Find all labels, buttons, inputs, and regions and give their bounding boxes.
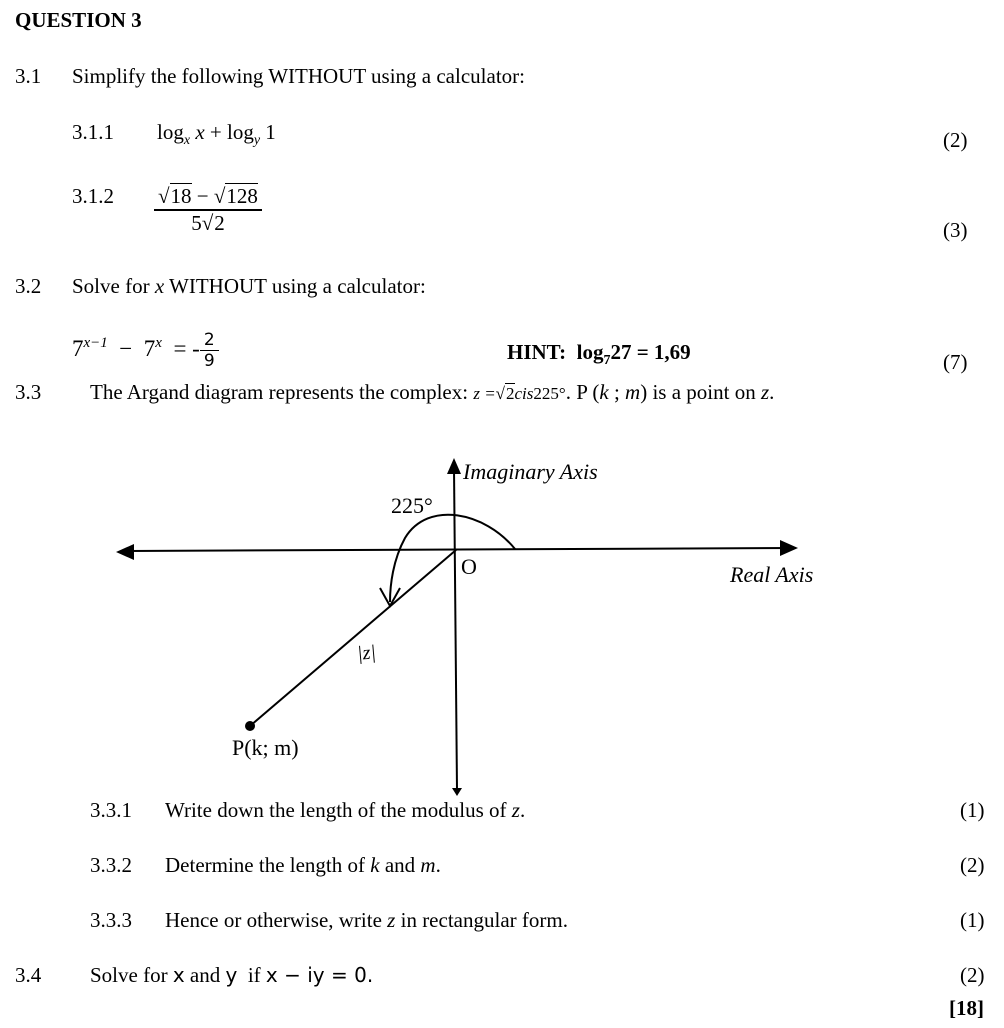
q3-3-1-number: 3.3.1 xyxy=(90,798,132,822)
minus-sign: − xyxy=(196,184,209,208)
log-arg-1: 1 xyxy=(265,120,276,144)
log-arg-x: x xyxy=(195,120,205,144)
point-p-label: P(k; m) xyxy=(232,735,299,760)
q3-1-2-marks: (3) xyxy=(943,218,968,242)
imaginary-axis-label: Imaginary Axis xyxy=(463,459,598,484)
q3-4-number: 3.4 xyxy=(15,963,42,987)
eq-base-1: 7 xyxy=(72,335,84,361)
q3-3-2-text-main: Determine the length of xyxy=(165,853,366,877)
origin-label: O xyxy=(461,554,477,579)
imaginary-axis-down-arrow-icon xyxy=(452,788,462,796)
imaginary-axis-line xyxy=(454,468,457,790)
modulus-label: |z| xyxy=(356,641,377,665)
denominator-coef: 5 xyxy=(191,211,202,235)
q3-3-1-text xyxy=(165,798,525,823)
q3-3-1-end: . xyxy=(519,798,526,822)
radicand-128: 128 xyxy=(226,184,258,208)
real-axis-label: Real Axis xyxy=(730,562,814,587)
real-axis-line xyxy=(128,548,796,551)
q3-3-2-end: . xyxy=(435,853,441,877)
z-angle: 225° xyxy=(533,384,566,403)
hint-rest: 27 = 1,69 xyxy=(610,340,691,364)
q3-1-1-number: 3.1.1 xyxy=(72,120,114,144)
radicand-18: 18 xyxy=(170,184,192,208)
log-text: log xyxy=(157,120,184,144)
q3-3-3-text xyxy=(165,908,568,933)
plus-sign: + xyxy=(209,120,222,144)
eq-exp-1: x−1 xyxy=(83,334,108,351)
q3-3-2-var-k: k xyxy=(370,853,380,877)
denominator-radicand: 2 xyxy=(214,211,225,235)
q3-1-number: 3.1 xyxy=(15,64,42,88)
eq-minus: − xyxy=(119,335,133,361)
log-base-x: x xyxy=(183,133,191,148)
q3-3-3-number: 3.3.3 xyxy=(90,908,132,932)
z-equals: z = xyxy=(473,384,496,403)
point-p-dot xyxy=(245,721,255,731)
q3-3-1-marks: (1) xyxy=(960,798,985,822)
q3-1-1-marks: (2) xyxy=(943,128,968,152)
q3-2-marks: (7) xyxy=(943,350,968,374)
q3-2-text-before: Solve for xyxy=(72,274,150,298)
angle-label: 225° xyxy=(391,493,433,518)
q3-3-2-and: and xyxy=(384,853,416,877)
real-axis-left-arrow-icon xyxy=(116,544,134,560)
q3-4-and: and xyxy=(189,963,221,987)
q3-3-text-mid: . P ( xyxy=(565,380,600,404)
q3-3-text-end: ) is a point on xyxy=(640,380,756,404)
q3-4-equation: x − iy = 0. xyxy=(265,963,374,987)
question-total: [18] xyxy=(949,996,984,1020)
sep: ; xyxy=(608,380,626,404)
q3-3-2-number: 3.3.2 xyxy=(90,853,132,877)
log-base-y: y xyxy=(253,133,261,148)
q3-3-3-text-after: in rectangular form. xyxy=(400,908,568,932)
q3-3-1-text-main: Write down the length of the modulus of xyxy=(165,798,507,822)
log-text-2: log xyxy=(226,120,254,144)
eq-exp-2: x xyxy=(155,334,162,351)
q3-3-3-var: z xyxy=(387,908,396,932)
var-z: z xyxy=(760,380,770,404)
q3-1-2-fraction: $\frac{√18 - √128}{5√2}$ xyxy=(154,184,262,236)
q3-3-2-marks: (2) xyxy=(960,853,985,877)
q3-4-text-before: Solve for xyxy=(90,963,168,987)
q3-2-text-after: WITHOUT using a calculator: xyxy=(169,274,426,298)
modulus-line xyxy=(250,550,456,726)
var-k: k xyxy=(599,380,609,404)
var-m: m xyxy=(625,380,641,404)
q3-3-2-text xyxy=(165,853,441,878)
q3-2-number: 3.2 xyxy=(15,274,42,298)
eq-equals: = - xyxy=(173,335,200,361)
eq-base-2: 7 xyxy=(143,335,156,361)
hint-log: log xyxy=(576,340,604,364)
question-title: QUESTION 3 xyxy=(15,8,142,32)
eq-denominator: 9 xyxy=(200,350,219,371)
real-axis-right-arrow-icon xyxy=(780,540,798,556)
q3-3-1-var: z xyxy=(511,798,520,822)
q3-4-var-x: x xyxy=(172,963,185,987)
imaginary-axis-up-arrow-icon xyxy=(447,458,461,474)
q3-4-text xyxy=(90,963,373,988)
q3-1-2-number: 3.1.2 xyxy=(72,184,114,208)
angle-arc xyxy=(390,515,515,602)
q3-2-var: x xyxy=(154,274,165,298)
q3-3-text-before: The Argand diagram represents the complex: xyxy=(90,380,469,404)
cis-text: cis xyxy=(514,384,534,403)
eq-numerator: 2 xyxy=(203,330,215,350)
q3-3-2-var-m: m xyxy=(420,853,436,877)
q3-4-var-y: y xyxy=(225,963,238,987)
q3-3-3-text-before: Hence or otherwise, write xyxy=(165,908,382,932)
q3-3-3-marks: (1) xyxy=(960,908,985,932)
q3-3-text: The Argand diagram represents the complex: z =√2cis225°. P (k ; m) is a point on z. xyxy=(90,380,775,404)
q3-3-number: 3.3 xyxy=(15,380,42,404)
q3-4-marks: (2) xyxy=(960,963,985,987)
z-radicand: 2 xyxy=(506,384,515,403)
q3-4-if: if xyxy=(247,963,261,987)
q3-1-text: Simplify the following WITHOUT using a calculator: xyxy=(72,64,525,88)
period: . xyxy=(769,380,775,404)
hint-label: HINT: xyxy=(507,340,567,364)
hint-base: 7 xyxy=(603,353,611,368)
